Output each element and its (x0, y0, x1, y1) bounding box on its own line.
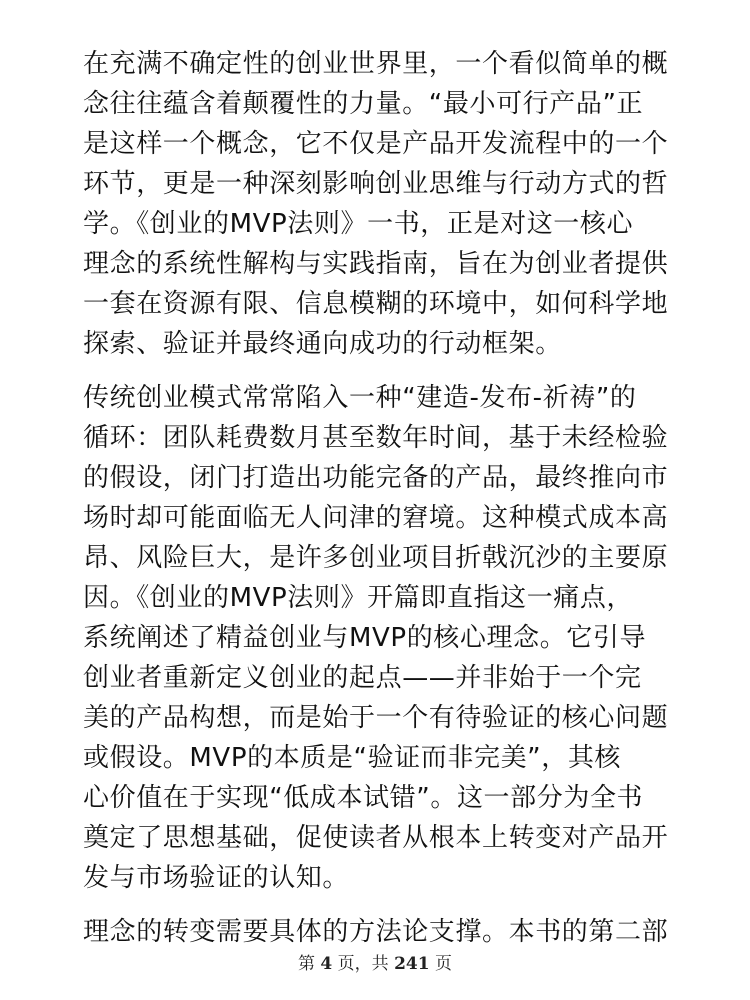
text-line: 理念的系统性解构与实践指南，旨在为创业者提供 (83, 249, 669, 279)
page-number: 4 (320, 954, 333, 974)
text-line: 奠定了思想基础，促使读者从根本上转变对产品开 (83, 823, 669, 853)
text-line: 传统创业模式常常陷入一种“建造-发布-祈祷”的 (83, 383, 637, 413)
page-footer (0, 949, 750, 974)
text-line: 或假设。MVP的本质是“验证而非完美”，其核 (83, 743, 622, 773)
text-line: 的假设，闭门打造出功能完备的产品，最终推向市 (83, 463, 669, 493)
text-line: 学。《创业的MVP法则》一书，正是对这一核心 (83, 209, 634, 239)
paragraph-3 (83, 912, 673, 952)
text-line: 发与市场验证的认知。 (83, 863, 350, 893)
text-line: 环节，更是一种深刻影响创业思维与行动方式的哲 (83, 169, 669, 199)
text-line: 在充满不确定性的创业世界里，一个看似简单的概 (83, 49, 669, 79)
text-line: 是这样一个概念，它不仅是产品开发流程中的一个 (83, 129, 669, 159)
text-line: 念往往蕴含着颠覆性的力量。“最小可行产品”正 (83, 89, 644, 119)
footer-prefix: 第 (298, 954, 316, 974)
total-pages: 241 (394, 954, 430, 974)
footer-suffix: 页 (434, 954, 452, 974)
text-line: 心价值在于实现“低成本试错”。这一部分为全书 (83, 783, 644, 813)
text-line: 美的产品构想，而是始于一个有待验证的核心问题 (83, 703, 669, 733)
text-line: 理念的转变需要具体的方法论支撑。本书的第二部 (83, 917, 669, 947)
footer-middle: 页，共 (337, 954, 389, 974)
text-line: 昂、风险巨大，是许多创业项目折戟沉沙的主要原 (83, 543, 669, 573)
text-line: 一套在资源有限、信息模糊的环境中，如何科学地 (83, 289, 669, 319)
text-line: 探索、验证并最终通向成功的行动框架。 (83, 329, 562, 359)
body-text (83, 44, 673, 966)
text-line: 系统阐述了精益创业与MVP的核心理念。它引导 (83, 623, 647, 653)
text-line: 创业者重新定义创业的起点——并非始于一个完 (83, 663, 642, 693)
text-line: 因。《创业的MVP法则》开篇即直指这一痛点， (83, 583, 634, 613)
text-line: 循环：团队耗费数月甚至数年时间，基于未经检验 (83, 423, 669, 453)
paragraph-2 (83, 378, 673, 898)
text-line: 场时却可能面临无人问津的窘境。这种模式成本高 (83, 503, 669, 533)
paragraph-1 (83, 44, 673, 364)
